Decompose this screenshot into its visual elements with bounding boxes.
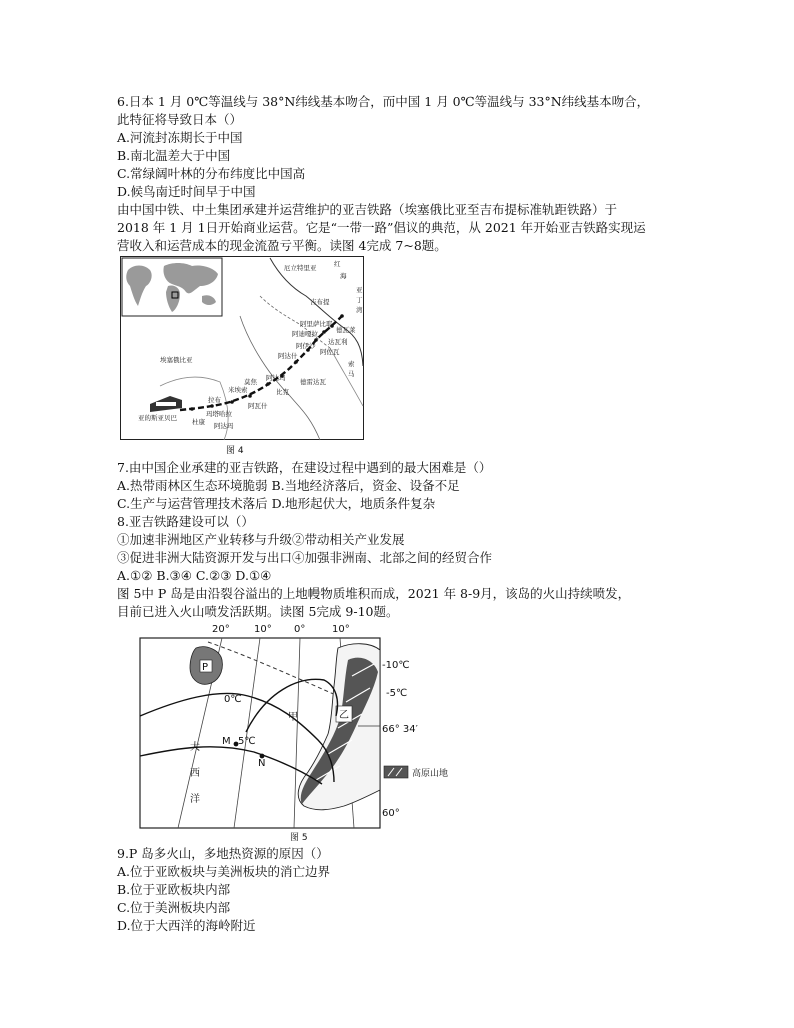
intro2-line2: 目前已进入火山喷发活跃期。读图 5完成 9-10题。 [117,604,399,619]
svg-text:M: M [222,736,231,747]
q8-stem: 8.亚吉铁路建设可以（） [117,514,254,529]
intro1-line2: 2018 年 1 月 1日开始商业运营。它是“一带一路”倡议的典范，从 2021 年开始亚吉铁路实现运 [117,220,646,235]
svg-text:N: N [258,758,266,769]
svg-text:亚: 亚 [356,286,363,294]
svg-text:红: 红 [334,260,341,268]
q6-stem-line1: 6.日本 1 月 0℃等温线与 38°N纬线基本吻合，而中国 1 月 0℃等温线与 33°N纬线基本吻合， [117,94,650,109]
svg-text:马: 马 [348,370,355,378]
svg-text:阿达玛: 阿达玛 [214,422,234,430]
lon-label-20: 20° [212,624,230,635]
svg-text:米埃索: 米埃索 [228,386,248,394]
q6-option-c: C.常绿阔叶林的分布纬度比中国高 [117,166,306,181]
world-inset-map [122,258,222,316]
svg-text:索: 索 [348,360,355,368]
legend-highland [384,766,448,779]
intro2-line1: 图 5中 P 岛是由沿裂谷溢出的上地幔物质堆积而成，2021 年 8-9月，该岛的火山持续喷发， [117,586,631,601]
q9-stem: 9.P 岛多火山，多地热资源的原因（） [117,846,329,861]
q9-option-c: C.位于美洲板块内部 [117,900,231,915]
lat-label-60: 60° [382,808,400,819]
q6-option-d: D.候鸟南迁时间早于中国 [117,184,256,199]
intro1-line3: 营收入和运营成本的现金流盈亏平衡。读图 4完成 7~8题。 [117,238,447,253]
svg-text:高原山地: 高原山地 [412,769,449,779]
lat-label-66: 66° 34′ [382,724,418,735]
figure-5-climate-map [138,620,478,842]
svg-text:阿迪嘎拉: 阿迪嘎拉 [292,330,318,338]
q6-option-a: A.河流封冻期长于中国 [117,130,243,145]
q8-statements-1: ①加速非洲地区产业转移与升级②带动相关产业发展 [117,532,405,547]
q6-option-b: B.南北温差大于中国 [117,148,231,163]
svg-text:阿佐瓦: 阿佐瓦 [320,348,340,356]
svg-text:乙: 乙 [339,710,349,721]
svg-text:亚的斯亚贝巴: 亚的斯亚贝巴 [138,414,177,422]
q7-options-cd: C.生产与运营管理技术落后 D.地形起伏大，地质条件复杂 [117,496,436,511]
svg-text:5℃: 5℃ [238,736,256,747]
svg-text:杜康: 杜康 [192,418,205,426]
svg-text:莫焦: 莫焦 [244,378,257,386]
svg-text:达瓦利: 达瓦利 [328,338,348,346]
svg-text:阿瓦什: 阿瓦什 [248,402,268,410]
svg-text:埃塞俄比亚: 埃塞俄比亚 [160,356,193,364]
svg-text:湾: 湾 [356,306,363,314]
p-island [190,647,222,685]
svg-text:P: P [202,662,209,673]
q9-option-a: A.位于亚欧板块与美洲板块的消亡边界 [117,864,331,879]
svg-text:德雷达瓦: 德雷达瓦 [300,378,326,386]
q7-stem: 7.由中国企业承建的亚吉铁路，在建设过程中遇到的最大困难是（） [117,460,492,475]
q8-statements-2: ③促进非洲大陆资源开发与出口④加强非洲南、北部之间的经贸合作 [117,550,493,565]
q9-option-b: B.位于亚欧板块内部 [117,882,231,897]
svg-text:-5℃: -5℃ [386,688,408,699]
svg-text:阿伊沙: 阿伊沙 [296,342,316,350]
intro1-line1: 由中国中铁、中土集团承建并运营维护的亚吉铁路（埃塞俄比亚至吉布提标准轨距铁路）于 [117,202,618,217]
lon-label-10e: 10° [332,624,350,635]
figure-4-caption: 图 4 [226,446,244,456]
q7-options-ab: A.热带雨林区生态环境脆弱 B.当地经济落后，资金、设备不足 [117,478,460,493]
q6-stem-line2: 此特征将导致日本（） [117,112,243,127]
svg-text:阿达玛: 阿达玛 [266,374,286,382]
q9-option-d: D.位于大西洋的海岭附近 [117,918,256,933]
svg-text:-10℃: -10℃ [382,660,410,671]
svg-text:0℃: 0℃ [224,694,242,705]
svg-text:洋: 洋 [190,794,200,805]
svg-text:拉布: 拉布 [208,396,221,404]
lon-label-0: 0° [294,624,306,635]
svg-text:厄立特里亚: 厄立特里亚 [284,264,317,272]
figure-5-caption: 图 5 [290,833,308,842]
svg-text:大: 大 [190,742,200,753]
lon-label-10w: 10° [254,624,272,635]
svg-text:西: 西 [190,768,200,779]
svg-text:海: 海 [340,272,347,280]
svg-text:比克: 比克 [276,388,289,396]
svg-text:德瓦莱: 德瓦莱 [336,326,356,334]
q8-options: A.①② B.③④ C.②③ D.①④ [117,568,272,583]
svg-text:阿里萨比耶: 阿里萨比耶 [300,320,333,328]
svg-text:吉布提: 吉布提 [310,298,330,306]
figure-4-railway-map [120,256,365,456]
svg-text:甲: 甲 [288,712,298,723]
svg-text:丁: 丁 [356,296,363,304]
svg-text:玛塔哈拉: 玛塔哈拉 [206,410,232,418]
svg-text:阿达什: 阿达什 [278,352,298,360]
